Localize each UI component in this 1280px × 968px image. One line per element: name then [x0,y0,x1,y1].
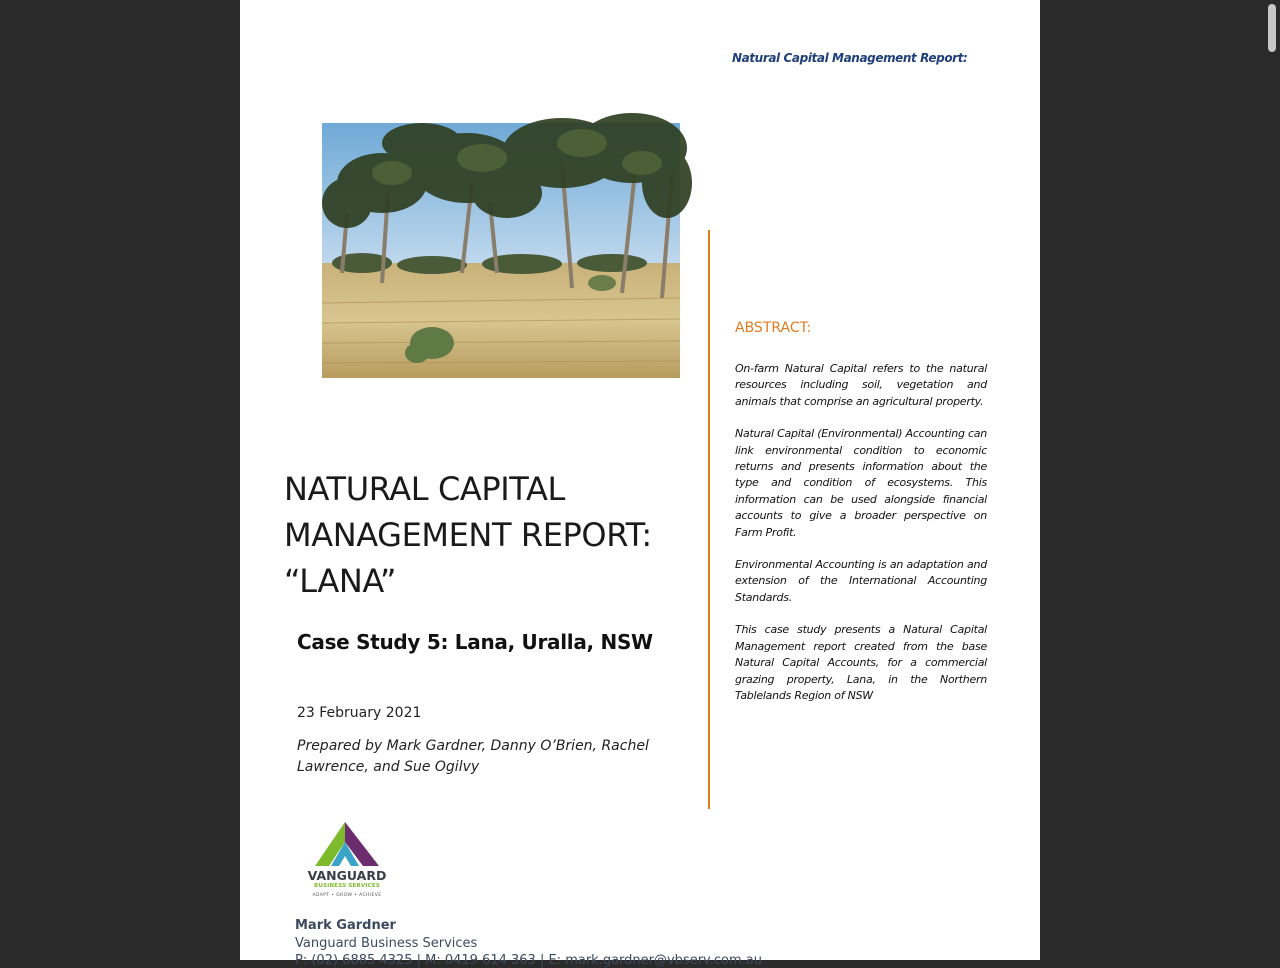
abstract-body [735,361,987,720]
report-title-line-1: NATURAL CAPITAL [284,470,565,508]
abstract-paragraph: Natural Capital (Environmental) Accounting can link environmental condition to economic returns and presents information about the type and condition of ecosystems. This information can be used alongside financial accounts to give a broader perspective on Farm Profit. [735,427,987,539]
vanguard-logo [300,820,394,902]
logo-wordmark: VANGUARD [307,868,387,883]
logo-subtitle: BUSINESS SERVICES [313,883,381,889]
abstract-paragraph: Environmental Accounting is an adaptation and extension of the International Accounting Standards. [735,558,987,604]
document-page [240,0,1040,968]
scrollbar-thumb[interactable] [1268,4,1276,52]
contact-name: Mark Gardner [295,918,396,933]
report-title-line-2: MANAGEMENT REPORT: [284,516,652,554]
prepared-by: Prepared by Mark Gardner, Danny O’Brien, Rachel Lawrence, and Sue Ogilvy [297,738,649,775]
contact-phone-line: P: (02) 6885 4325 | M: 0419 614 363 | E: mark.gardner@vbserv.com.au [295,953,762,968]
report-title-line-3: “LANA” [284,562,397,600]
cover-photo [322,123,680,378]
running-header: Natural Capital Management Report: [732,51,968,65]
vanguard-mountain-icon [315,822,379,866]
abstract-heading: ABSTRACT: [735,320,812,336]
vertical-divider [708,230,710,809]
abstract-paragraph: This case study presents a Natural Capital Management report created from the base Natural Capital Accounts, for a commercial grazing property, Lana, in the Northern Tablelands Region of NSW [735,623,987,702]
logo-tagline: ADAPT • GROW • ACHIEVE [312,893,382,898]
abstract-paragraph: On-farm Natural Capital refers to the natural resources including soil, vegetation and animals that comprise an agricultural property. [735,362,987,408]
report-title [284,466,684,604]
contact-company: Vanguard Business Services [295,936,478,951]
report-date: 23 February 2021 [297,705,422,721]
case-study-subtitle: Case Study 5: Lana, Uralla, NSW [297,630,653,654]
